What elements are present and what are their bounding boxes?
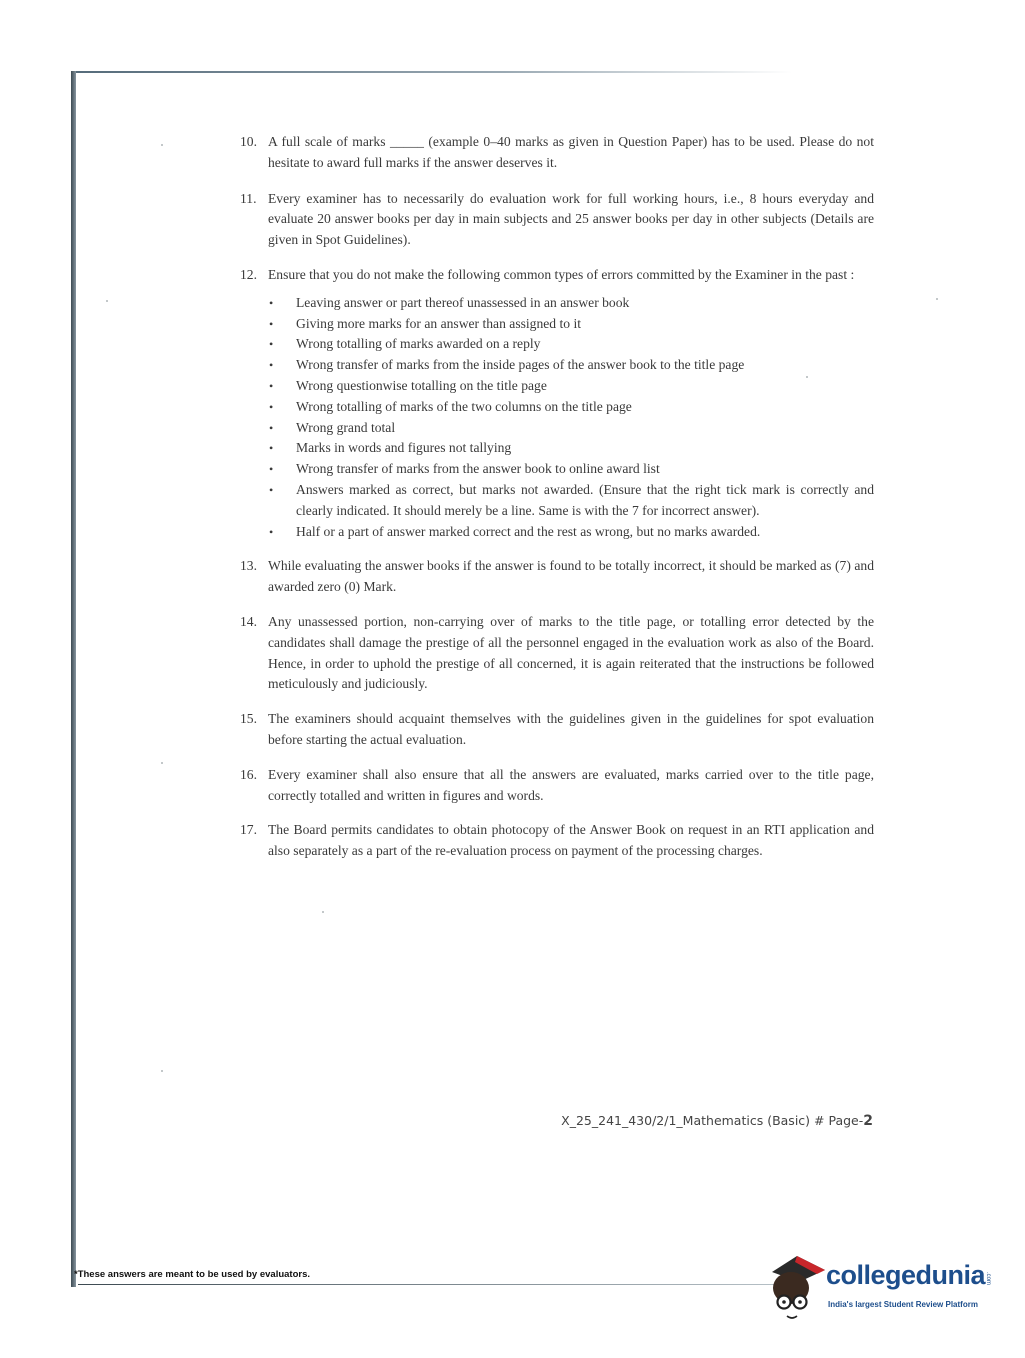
page-footer [540,1113,873,1129]
brand-domain: .com [985,1272,991,1286]
instruction-item [240,709,874,751]
scan-speck [106,300,108,302]
instruction-item [240,265,874,542]
instruction-text: Ensure that you do not make the following common types of errors committed by the Examiner in the past : [268,266,855,282]
instruction-number: 10. [240,134,257,149]
instruction-number: 17. [240,822,257,838]
error-list-item: • Wrong questionwise totalling on the title page [269,377,547,393]
instruction-text: Every examiner shall also ensure that all the answers are evaluated, marks carried over to the title page, correctly totalled and written in figures and words. [268,766,874,803]
instruction-number: 14. [240,613,257,629]
scan-speck [161,1070,163,1072]
instruction-item [240,132,874,174]
page-number: 2 [863,1113,873,1129]
instruction-item [240,189,874,251]
error-list-item: • Wrong grand total [269,419,396,435]
instruction-number: 11. [240,190,257,206]
error-list-item: • Wrong totalling of marks of the two columns on the title page [269,398,632,414]
paper-code: X_25_241_430/2/1_Mathematics (Basic) # Page- [561,1113,864,1128]
instruction-number: 16. [240,766,257,782]
instruction-item [240,556,874,598]
instruction-text: Every examiner has to necessarily do evaluation work for full working hours, i.e., 8 hours everyday and evaluate 20 answer books per day in main subjects and 25 answer books per day in other subjects (Details are given in Spot Guidelines). [268,190,874,248]
instruction-item [240,820,874,862]
scan-speck [161,762,163,764]
instruction-list [240,132,874,862]
evaluator-disclaimer: *These answers are meant to be used by evaluators. [74,1269,311,1280]
brand-wordmark: collegedunia [826,1260,986,1290]
scan-top-border [72,71,792,73]
instruction-text: The Board permits candidates to obtain photocopy of the Answer Book on request in an RTI application and also separately as a part of the re-evaluation process on payment of the processing charges. [268,822,874,859]
error-list-item: • Half or a part of answer marked correct and the rest as wrong, but no marks awarded. [269,523,761,539]
error-list-item: • Giving more marks for an answer than assigned to it [269,315,582,331]
scan-left-border [71,71,76,1287]
error-list-item: • Wrong transfer of marks from the inside pages of the answer book to the title page [269,357,745,373]
scan-speck [936,298,938,300]
instruction-item [240,765,874,807]
scan-speck [322,911,324,913]
instruction-number: 12. [240,266,257,282]
instruction-number: 13. [240,558,257,574]
scan-speck [161,144,163,146]
instruction-item [240,612,874,695]
bottom-divider [78,1284,778,1285]
error-list-item: • Leaving answer or part thereof unassessed in an answer book [269,294,630,310]
error-list-item: • Marks in words and figures not tallying [269,440,512,456]
error-list-item: • Answers marked as correct, but marks not awarded. (Ensure that the right tick mark is correctly and clearly indicated. It should merely be a line. Same is with the 7 for incorrect answer). [269,481,874,518]
instruction-text: The examiners should acquaint themselves with the guidelines given in the guidelines for spot evaluation before starting the actual evaluation. [268,711,874,747]
brand-tagline: India's largest Student Review Platform [828,1300,978,1309]
error-list-item: • Wrong transfer of marks from the answer book to online award list [269,461,660,477]
instruction-text: While evaluating the answer books if the answer is found to be totally incorrect, it should be marked as (7) and awarded zero (0) Mark. [268,558,874,595]
instruction-text: Any unassessed portion, non-carrying over of marks to the title page, or totalling error detected by the candidates shall damage the prestige of all the personnel engaged in the evaluation work as also of the Board. Hence, in order to uphold the prestige of all concerned, it is again reiterated that the instructions be followed meticulously and judiciously. [268,613,874,692]
error-list [268,293,874,543]
instruction-text: A full scale of marks _____ (example 0–40 marks as given in Question Paper) has to be used. Please do not hesitate to award full marks if the answer deserves it. [268,134,874,170]
instruction-number: 15. [240,711,257,727]
error-list-item: • Wrong totalling of marks awarded on a reply [269,336,541,352]
